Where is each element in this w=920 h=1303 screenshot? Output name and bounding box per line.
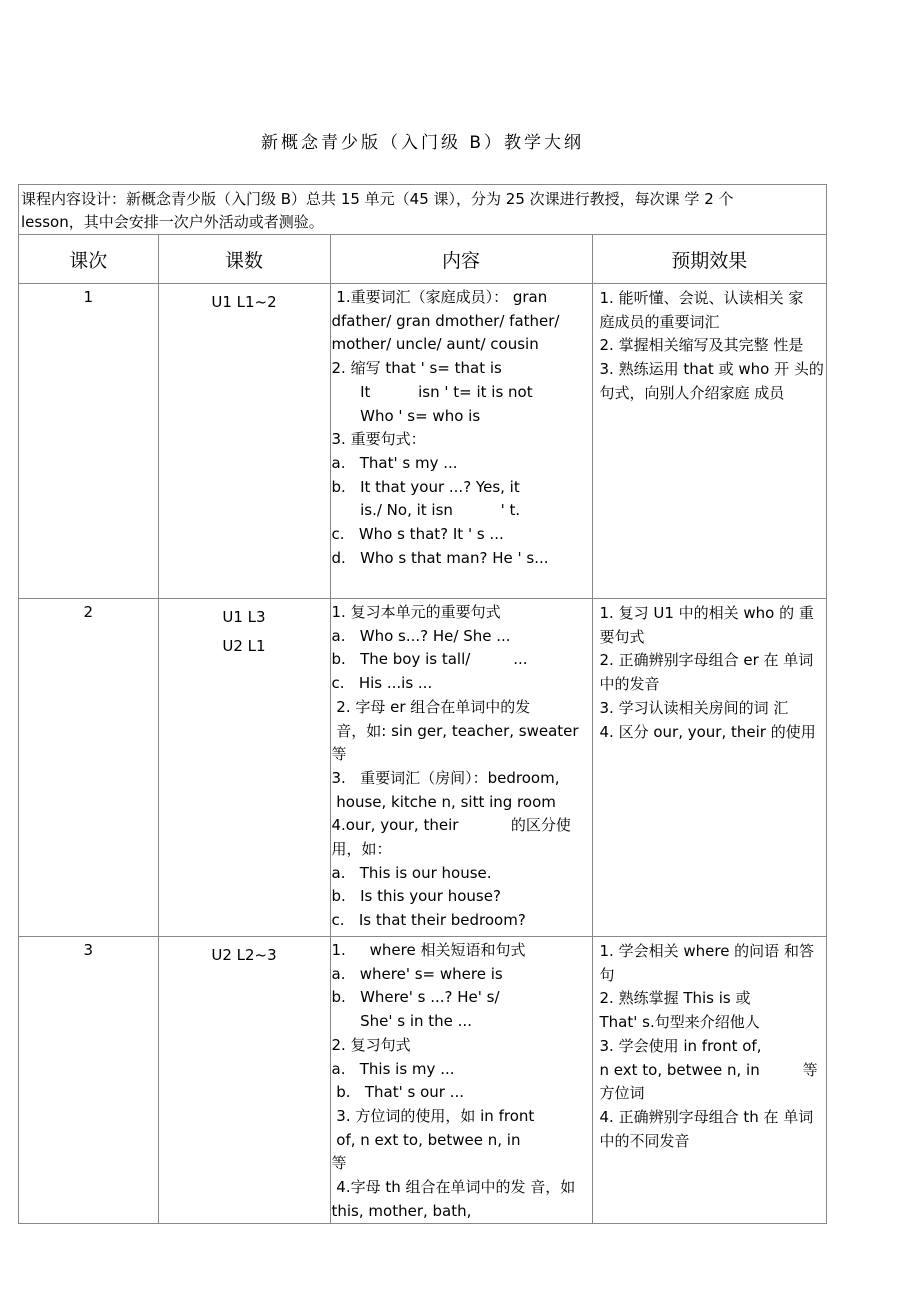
content-line: It isn ' t= it is not xyxy=(331,382,533,401)
effect-line: 1. 复习 U1 中的相关 who 的 重 xyxy=(599,604,814,622)
lesson-cell xyxy=(158,599,330,937)
header-row xyxy=(19,235,826,284)
content-line: is./ No, it isn ' t. xyxy=(331,501,521,520)
effect-line: 中的发音 xyxy=(599,675,660,694)
content-line: 4.字母 th 组合在单词中的发 音，如 xyxy=(331,1178,576,1197)
content-line: a. That' s my ... xyxy=(331,453,458,472)
effect-line: 句式，向别人介绍家庭 成员 xyxy=(599,383,785,402)
page-title: 新概念青少版（入门级 B）教学大纲 xyxy=(260,133,585,153)
session-number: 3 xyxy=(19,937,158,1224)
content-line: c. Is that their bedroom? xyxy=(331,911,526,930)
effect-line: 2. 正确辨别字母组合 er 在 单词 xyxy=(599,651,814,670)
content-line: 3. 重要句式： xyxy=(331,430,426,449)
content-line: this, mother, bath, xyxy=(331,1201,472,1220)
content-line: mother/ uncle/ aunt/ cousin xyxy=(331,335,539,354)
content-line: of, n ext to, betwee n, in 等 xyxy=(331,1130,578,1173)
content-line: She' s in the ... xyxy=(331,1012,472,1031)
effect-line: 2. 掌握相关缩写及其完整 性是 xyxy=(599,336,804,355)
content-line: 音，如: sin ger, teacher, sweater 等 xyxy=(331,721,584,764)
session-number: 2 xyxy=(19,599,158,937)
effect-cell xyxy=(592,599,826,937)
effect-line: 4. 正确辨别字母组合 th 在 单词 xyxy=(599,1107,814,1126)
content-line: a. This is our house. xyxy=(331,863,492,882)
header-expected-effect: 预期效果 xyxy=(592,235,826,284)
header-lessons: 课数 xyxy=(158,235,330,284)
lesson-label: U2 L2~3 xyxy=(211,946,277,964)
lesson-label: U1 L1~2 xyxy=(211,293,277,311)
content-cell xyxy=(330,284,592,599)
content-line: house, kitche n, sitt ing room xyxy=(331,792,556,811)
table-row xyxy=(19,937,826,1224)
lesson-label: U1 L3 xyxy=(222,608,266,626)
intro-line: lesson，其中会安排一次户外活动或者测验。 xyxy=(21,213,324,231)
effect-line: n ext to, betwee n, in 等 xyxy=(599,1060,818,1079)
effect-line: 3. 学会使用 in front of, xyxy=(599,1036,762,1055)
course-intro xyxy=(19,185,826,235)
content-line: b. It that your ...? Yes, it xyxy=(331,477,520,496)
lesson-cell xyxy=(158,284,330,599)
effect-line: 3. 学习认读相关房间的词 汇 xyxy=(599,698,789,717)
effect-line: 3. 熟练运用 that 或 who 开 头的 xyxy=(599,360,824,379)
content-line: b. Where' s ...? He' s/ xyxy=(331,988,500,1007)
header-session: 课次 xyxy=(19,235,158,284)
lesson-label: U2 L1 xyxy=(222,637,266,655)
header-content: 内容 xyxy=(330,235,592,284)
content-line: 2. 复习句式 xyxy=(331,1035,411,1054)
content-line: Who ' s= who is xyxy=(331,406,481,425)
content-line: b. The boy is tall/ ... xyxy=(331,650,528,669)
content-line: 1. 复习本单元的重要句式 xyxy=(331,603,501,621)
content-line: b. That' s our ... xyxy=(331,1083,465,1102)
session-number: 1 xyxy=(19,284,158,599)
effect-line: 要句式 xyxy=(599,627,645,646)
content-line: 2. 缩写 that ' s= that is xyxy=(331,359,502,378)
content-line: 4.our, your, their 的区分使 xyxy=(331,816,571,835)
content-line: 3. 重要词汇（房间）：bedroom, xyxy=(331,768,560,787)
content-cell xyxy=(330,599,592,937)
effect-line: 4. 区分 our, your, their 的使用 xyxy=(599,722,816,741)
content-line: b. Is this your house? xyxy=(331,887,501,906)
lesson-cell xyxy=(158,937,330,1224)
content-line: a. This is my ... xyxy=(331,1059,455,1078)
content-line: c. Who s that? It ' s ... xyxy=(331,525,504,544)
effect-line: That' s.句型来介绍他人 xyxy=(599,1013,760,1032)
content-line: c. His ...is ... xyxy=(331,674,433,693)
content-line: dfather/ gran dmother/ father/ xyxy=(331,311,560,330)
table-row xyxy=(19,284,826,599)
effect-cell xyxy=(592,937,826,1224)
effect-line: 中的不同发音 xyxy=(599,1131,690,1150)
syllabus-table xyxy=(18,184,827,1224)
effect-line: 庭成员的重要词汇 xyxy=(599,312,720,331)
effect-line: 方位词 xyxy=(599,1084,645,1103)
effect-line: 句 xyxy=(599,965,615,984)
intro-line: 课程内容设计：新概念青少版（入门级 B）总共 15 单元（45 课），分为 25 次课进行教授，每次课 学 2 个 xyxy=(21,190,734,208)
content-line: a. Who s...? He/ She ... xyxy=(331,626,511,645)
effect-line: 2. 熟练掌握 This is 或 xyxy=(599,989,751,1008)
content-line: a. where' s= where is xyxy=(331,964,503,983)
table-row xyxy=(19,599,826,937)
content-line: 2. 字母 er 组合在单词中的发 xyxy=(331,697,531,716)
content-line: d. Who s that man? He ' s... xyxy=(331,548,549,567)
content-line: 1.重要词汇（家庭成员）： gran xyxy=(331,288,548,306)
effect-cell xyxy=(592,284,826,599)
schedule-table xyxy=(19,235,826,1224)
effect-line: 1. 能听懂、会说、认读相关 家 xyxy=(599,289,804,307)
content-line: 1. where 相关短语和句式 xyxy=(331,941,526,959)
content-line: 用，如： xyxy=(331,840,392,859)
content-cell xyxy=(330,937,592,1224)
effect-line: 1. 学会相关 where 的问语 和答 xyxy=(599,942,814,960)
content-line: 3. 方位词的使用，如 in front xyxy=(331,1106,535,1125)
